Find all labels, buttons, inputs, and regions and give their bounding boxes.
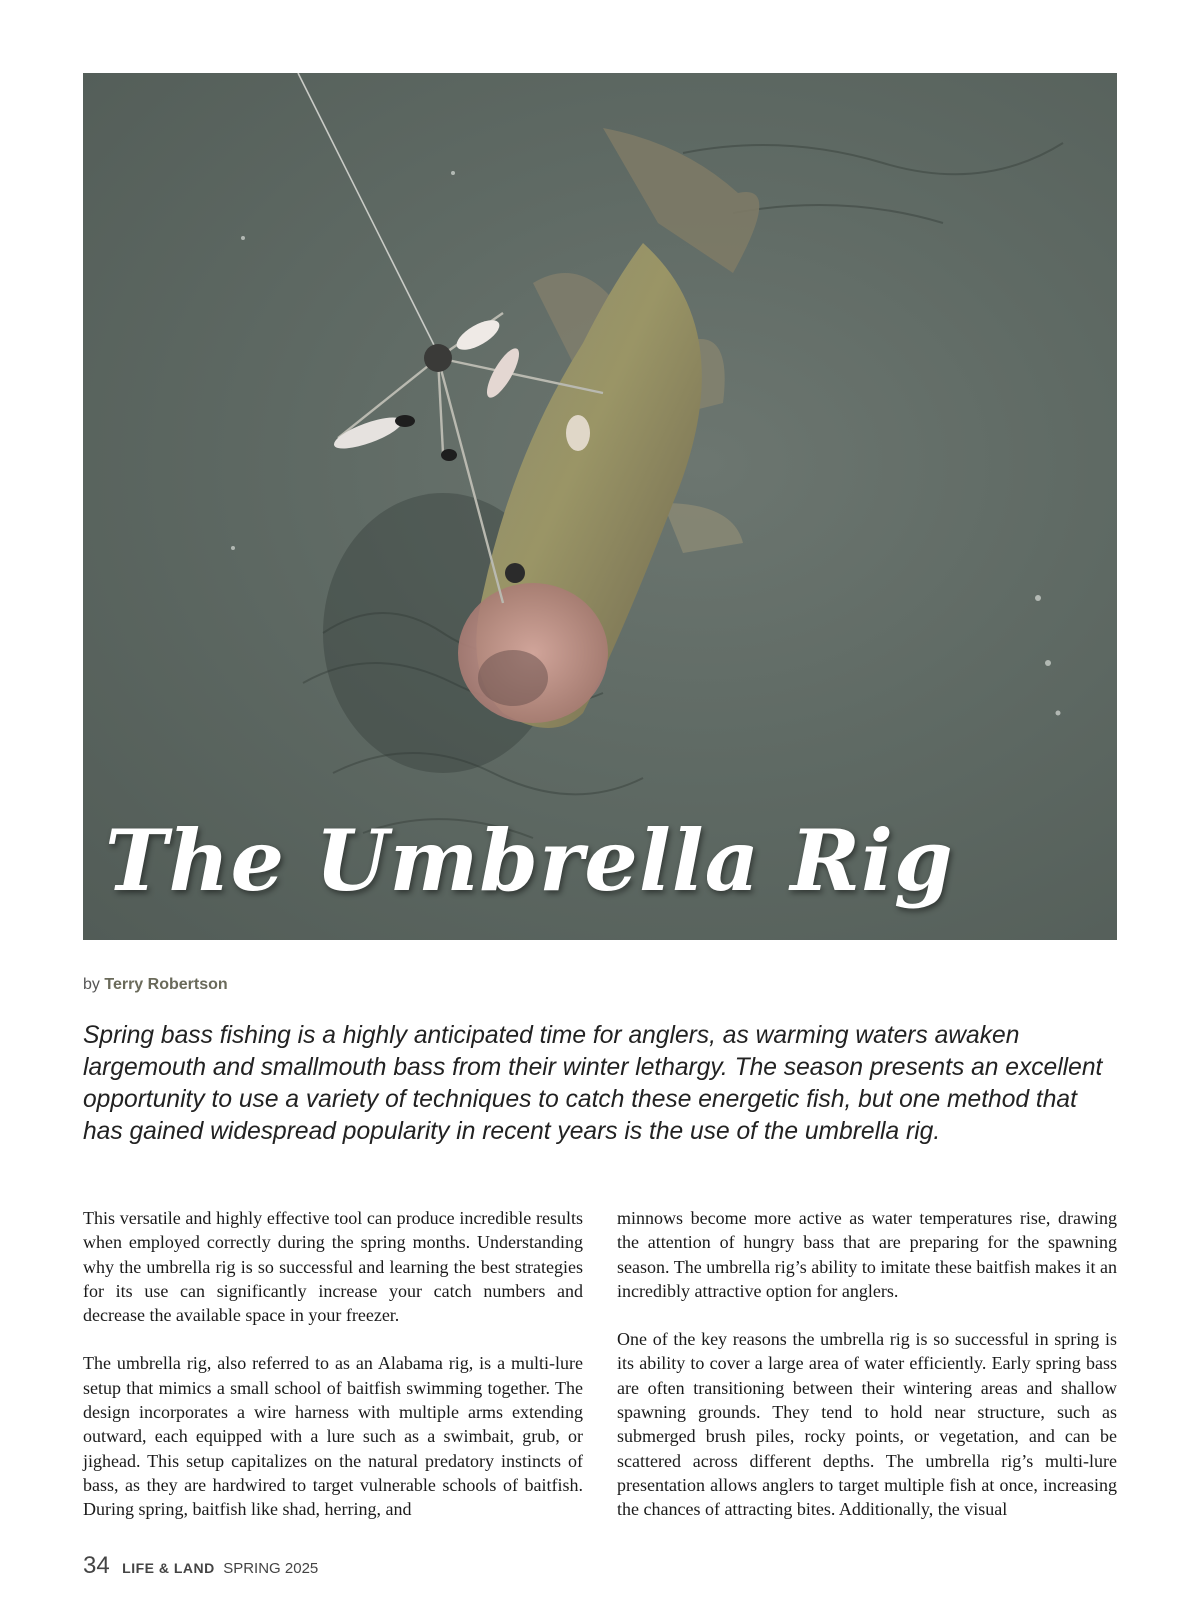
paragraph: minnows become more active as water temperatures rise, drawing the attention of hungry bass that are preparing for the spawning season. The umbrella rig’s ability to imitate these baitfish makes it an incredibly attractive option for anglers.	[617, 1208, 1117, 1301]
byline	[83, 976, 228, 994]
article-title: The Umbrella Rig	[105, 811, 954, 910]
page-number: 34	[83, 1552, 110, 1579]
paragraph: One of the key reasons the umbrella rig is so successful in spring is its ability to cover a large area of water efficiently. Early spring bass are often transitioning between their wintering areas and shallow spawning grounds. They tend to hold near structure, such as submerged brush piles, rocky points, or vegetation, and can be scattered across different depths. The umbrella rig’s multi-lure presentation allows anglers to target multiple fish at once, increasing the chances of attracting bites. Additionally, the visual	[617, 1329, 1117, 1520]
issue-label: SPRING 2025	[223, 1560, 319, 1577]
bass-photo-illustration	[83, 73, 1117, 940]
paragraph: This versatile and highly effective tool can produce incredible results when employed correctly during the spring months. Understanding why the umbrella rig is so successful and learning the best strategies for its use can significantly increase your catch numbers and decrease the available space in your freezer.	[83, 1208, 583, 1326]
hero-photo	[83, 73, 1117, 940]
body-column-right	[617, 1206, 1117, 1546]
author-name: Terry Robertson	[104, 976, 228, 993]
body-column-left	[83, 1206, 583, 1546]
page-footer	[83, 1552, 318, 1580]
byline-prefix: by	[83, 976, 100, 993]
paragraph: The umbrella rig, also referred to as an Alabama rig, is a multi-lure setup that mimics a small school of baitfish swimming together. The design incorporates a wire harness with multiple arms extending outward, each equipped with a lure such as a swimbait, grub, or jighead. This setup capitalizes on the natural predatory instincts of bass, as they are hardwired to target vulnerable schools of baitfish. During spring, baitfish like shad, herring, and	[83, 1353, 583, 1520]
article-lede: Spring bass fishing is a highly anticipated time for anglers, as warming waters awaken largemouth and smallmouth bass from their winter lethargy. The season presents an excellent opportunity to use a variety of techniques to catch these energetic fish, but one method that has gained widespread popularity in recent years is the use of the umbrella rig.	[83, 1022, 1103, 1145]
magazine-name: LIFE & LAND	[122, 1560, 215, 1576]
